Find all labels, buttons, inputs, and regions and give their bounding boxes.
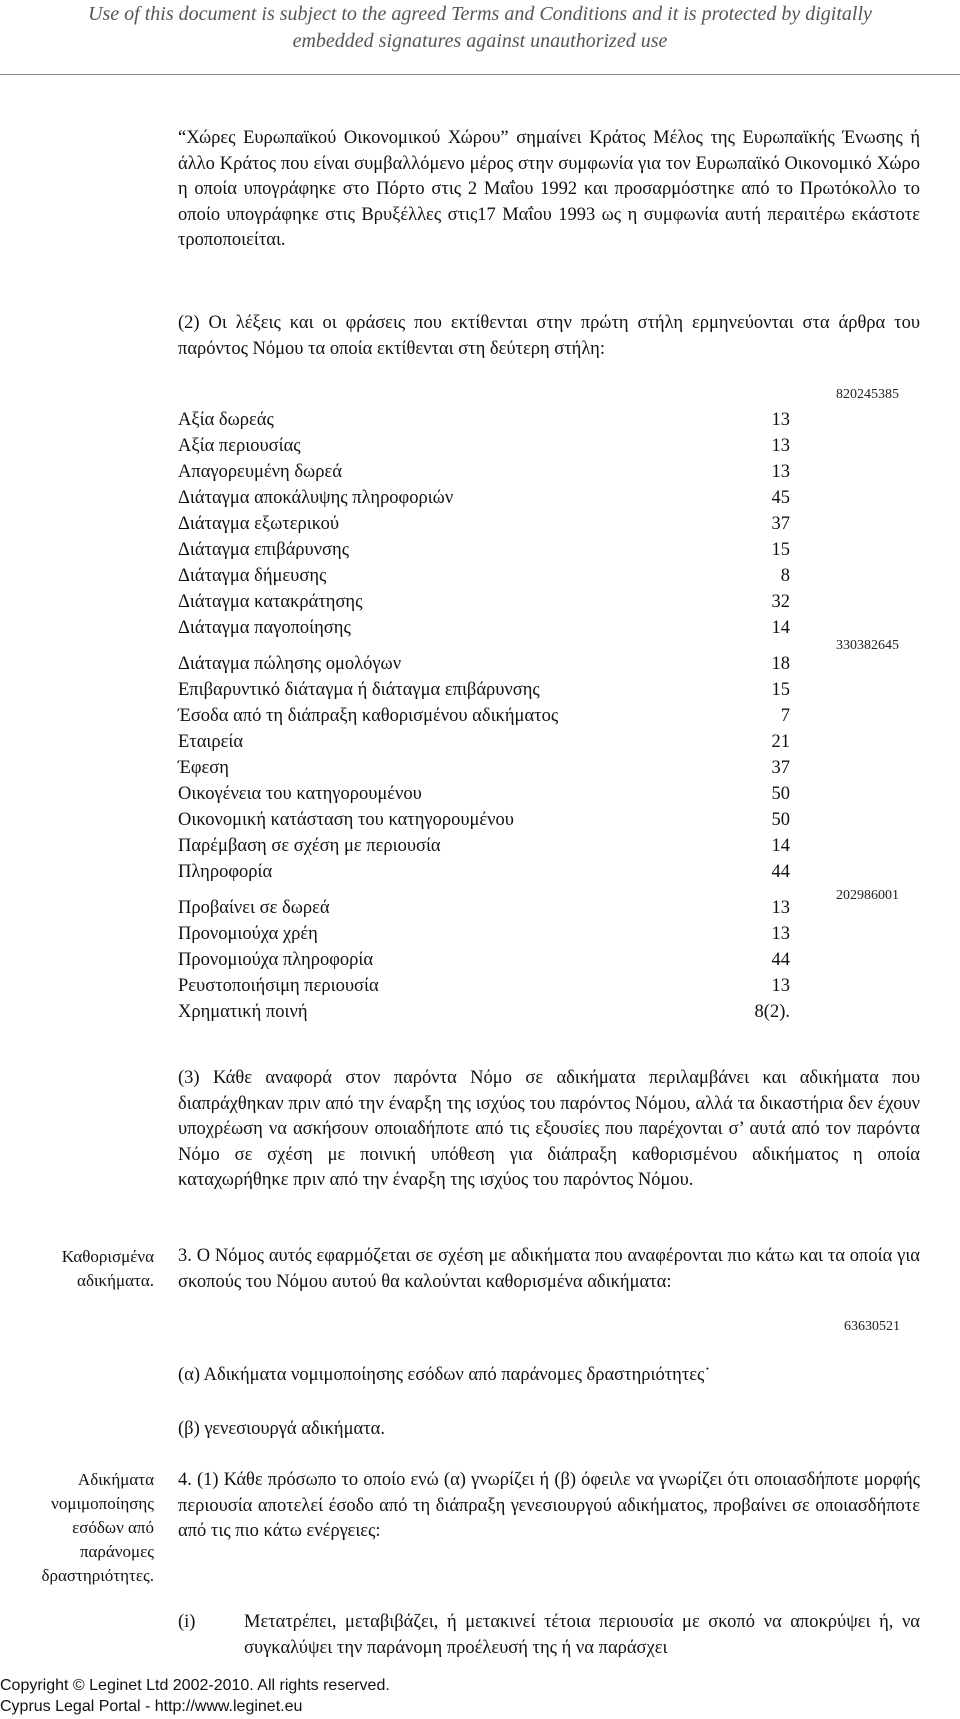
margin-note-defined-offences: Καθορισμένα αδικήματα. xyxy=(61,1247,154,1290)
definition-section-ref: 44 xyxy=(771,862,790,882)
header-line-2: embedded signatures against unauthorized use xyxy=(292,30,668,52)
definition-row xyxy=(178,459,790,485)
definition-term: Διάταγμα εξωτερικού xyxy=(178,514,340,534)
definition-term: Εταιρεία xyxy=(178,732,244,752)
definition-term: Διάταγμα παγοποίησης xyxy=(178,618,351,638)
definition-row xyxy=(178,973,790,999)
definition-term: Διάταγμα πώλησης ομολόγων xyxy=(178,654,402,674)
definition-section-ref: 13 xyxy=(771,924,790,944)
definition-row xyxy=(178,781,790,807)
definition-term: Οικογένεια του κατηγορουμένου xyxy=(178,784,422,804)
subsection-3-paragraph: (3) Κάθε αναφορά στον παρόντα Νόμο σε αδικήματα περιλαμβάνει και αδικήματα που διαπράχθηκαν πριν από την έναρξη της ισχύος του παρόντος Νόμου, αλλά τα δικαστήρια δεν έχουν υποχρέωση να ασκήσουν οποιαδήποτε από τις εξουσίες που παρέχονται σ’ αυτά από τον παρόντα Νόμο σε σχέση με ποινική υπόθεση για διάπραξη καθορισμένου αδικήματος η οποία καταχωρήθηκε πριν από την έναρξη της ισχύος του παρόντος Νόμου. xyxy=(178,1068,920,1190)
definition-row xyxy=(178,511,790,537)
definition-row xyxy=(178,999,790,1025)
document-marker-3: 202986001 xyxy=(836,888,899,903)
definition-section-ref: 8 xyxy=(780,566,790,586)
definition-term: Χρηματική ποινή xyxy=(178,1002,308,1022)
document-marker-1: 820245385 xyxy=(836,387,899,402)
footer-portal: Cyprus Legal Portal - http://www.leginet.eu xyxy=(0,1698,303,1715)
definition-term: Διάταγμα επιβάρυνσης xyxy=(178,540,350,560)
definition-section-ref: 8(2). xyxy=(754,1002,790,1022)
definition-term: Έσοδα από τη διάπραξη καθορισμένου αδικήματος xyxy=(178,706,559,726)
page-footer xyxy=(0,1675,600,1717)
definition-row xyxy=(178,651,790,677)
definition-section-ref: 13 xyxy=(771,462,790,482)
definitions-table xyxy=(178,407,790,1025)
definition-term: Πληροφορία xyxy=(178,862,273,882)
definition-row xyxy=(178,729,790,755)
item-i-text: Μετατρέπει, μεταβιβάζει, ή μετακινεί τέτοια περιουσία με σκοπό να αποκρύψει ή, να συγκαλύψει την παράνομη προέλευσή της ή να παράσχει xyxy=(244,1612,920,1658)
document-marker-4: 63630521 xyxy=(844,1319,900,1334)
definition-row xyxy=(178,921,790,947)
definition-section-ref: 14 xyxy=(771,618,790,638)
item-b: (β) γενεσιουργά αδικήματα. xyxy=(178,1419,385,1439)
definition-term: Παρέμβαση σε σχέση με περιουσία xyxy=(178,836,441,856)
definition-row xyxy=(178,615,790,641)
item-i xyxy=(178,1610,920,1661)
definition-section-ref: 15 xyxy=(771,540,790,560)
definition-row xyxy=(178,589,790,615)
definition-term: Αξία περιουσίας xyxy=(178,436,301,456)
definition-section-ref: 50 xyxy=(771,784,790,804)
definition-row xyxy=(178,677,790,703)
definition-section-ref: 13 xyxy=(771,410,790,430)
definition-section-ref: 21 xyxy=(771,732,790,752)
document-marker-2: 330382645 xyxy=(836,638,899,653)
definition-row xyxy=(178,703,790,729)
definition-section-ref: 7 xyxy=(780,706,790,726)
definition-section-ref: 18 xyxy=(771,654,790,674)
definition-section-ref: 13 xyxy=(771,976,790,996)
definition-row xyxy=(178,433,790,459)
definition-term: Προβαίνει σε δωρεά xyxy=(178,898,330,918)
definition-row xyxy=(178,407,790,433)
section-3-paragraph: 3. Ο Νόμος αυτός εφαρμόζεται σε σχέση με αδικήματα που αναφέρονται πιο κάτω και τα οποία για σκοπούς του Νόμου αυτού θα καλούνται καθορισμένα αδικήματα: xyxy=(178,1246,920,1292)
definition-term: Απαγορευμένη δωρεά xyxy=(178,462,342,482)
definitions-group-3 xyxy=(178,895,790,1025)
definition-row xyxy=(178,563,790,589)
definition-term: Διάταγμα κατακράτησης xyxy=(178,592,363,612)
definition-row xyxy=(178,895,790,921)
eea-definition-paragraph: “Χώρες Ευρωπαϊκού Οικονομικού Χώρου” σημαίνει Κράτος Μέλος της Ευρωπαϊκής Ένωσης ή άλλο Κράτος που είναι συμβαλλόμενο μέρος στην συμφωνία για τον Ευρωπαϊκό Οικονομικό Χώρο η οποία υπογράφηκε στο Πόρτο στις 2 Μαΐου 1992 και προσαρμόστηκε από το Πρωτόκολλο το οποίο υπογράφηκε στις Βρυξέλλες στις17 Μαΐου 1993 ως η συμφωνία αυτή περαιτέρω εκάστοτε τροποποιείται. xyxy=(178,128,920,250)
group-gap xyxy=(178,641,790,651)
definitions-group-2 xyxy=(178,651,790,885)
header-line-1: Use of this document is subject to the agreed Terms and Conditions and it is protected by digitally xyxy=(88,3,872,25)
definition-section-ref: 45 xyxy=(771,488,790,508)
footer-copyright: Copyright © Leginet Ltd 2002-2010. All rights reserved. xyxy=(0,1677,390,1694)
definitions-group-1 xyxy=(178,407,790,641)
definition-section-ref: 13 xyxy=(771,898,790,918)
definition-row xyxy=(178,859,790,885)
definition-row xyxy=(178,755,790,781)
definition-section-ref: 37 xyxy=(771,758,790,778)
definition-term: Ρευστοποιήσιμη περιουσία xyxy=(178,976,379,996)
definition-section-ref: 15 xyxy=(771,680,790,700)
definition-term: Προνομιούχα χρέη xyxy=(178,924,318,944)
definition-row xyxy=(178,807,790,833)
definition-term: Επιβαρυντικό διάταγμα ή διάταγμα επιβάρυνσης xyxy=(178,680,540,700)
definition-section-ref: 14 xyxy=(771,836,790,856)
definition-term: Διάταγμα αποκάλυψης πληροφοριών xyxy=(178,488,454,508)
subsection-2-paragraph: (2) Οι λέξεις και οι φράσεις που εκτίθενται στην πρώτη στήλη ερμηνεύονται στα άρθρα του παρόντος Νόμου τα οποία εκτίθενται στη δεύτερη στήλη: xyxy=(178,313,920,359)
definition-term: Διάταγμα δήμευσης xyxy=(178,566,327,586)
definition-term: Έφεση xyxy=(178,758,229,778)
protection-notice-header xyxy=(0,0,960,55)
header-divider xyxy=(0,74,960,75)
item-i-number: (i) xyxy=(178,1612,196,1632)
margin-note-money-laundering-offences: Αδικήματα νομιμοποίησης εσόδων από παράνομες δραστηριότητες. xyxy=(41,1470,154,1585)
definition-term: Προνομιούχα πληροφορία xyxy=(178,950,374,970)
definition-row xyxy=(178,537,790,563)
section-4-paragraph: 4. (1) Κάθε πρόσωπο το οποίο ενώ (α) γνωρίζει ή (β) όφειλε να γνωρίζει ότι οποιασδήποτε μορφής περιουσία αποτελεί έσοδο από τη διάπραξη γενεσιουργού αδικήματος, προβαίνει σε οποιασδήποτε από τις πιο κάτω ενέργειες: xyxy=(178,1470,920,1541)
definition-section-ref: 13 xyxy=(771,436,790,456)
definition-term: Αξία δωρεάς xyxy=(178,410,274,430)
definition-section-ref: 44 xyxy=(771,950,790,970)
definition-section-ref: 32 xyxy=(771,592,790,612)
group-gap xyxy=(178,885,790,895)
definition-row xyxy=(178,947,790,973)
definition-section-ref: 50 xyxy=(771,810,790,830)
definition-row xyxy=(178,485,790,511)
definition-term: Οικονομική κατάσταση του κατηγορουμένου xyxy=(178,810,514,830)
item-a: (α) Αδικήματα νομιμοποίησης εσόδων από παράνομες δραστηριότητες˙ xyxy=(178,1365,711,1385)
definition-section-ref: 37 xyxy=(771,514,790,534)
definition-row xyxy=(178,833,790,859)
